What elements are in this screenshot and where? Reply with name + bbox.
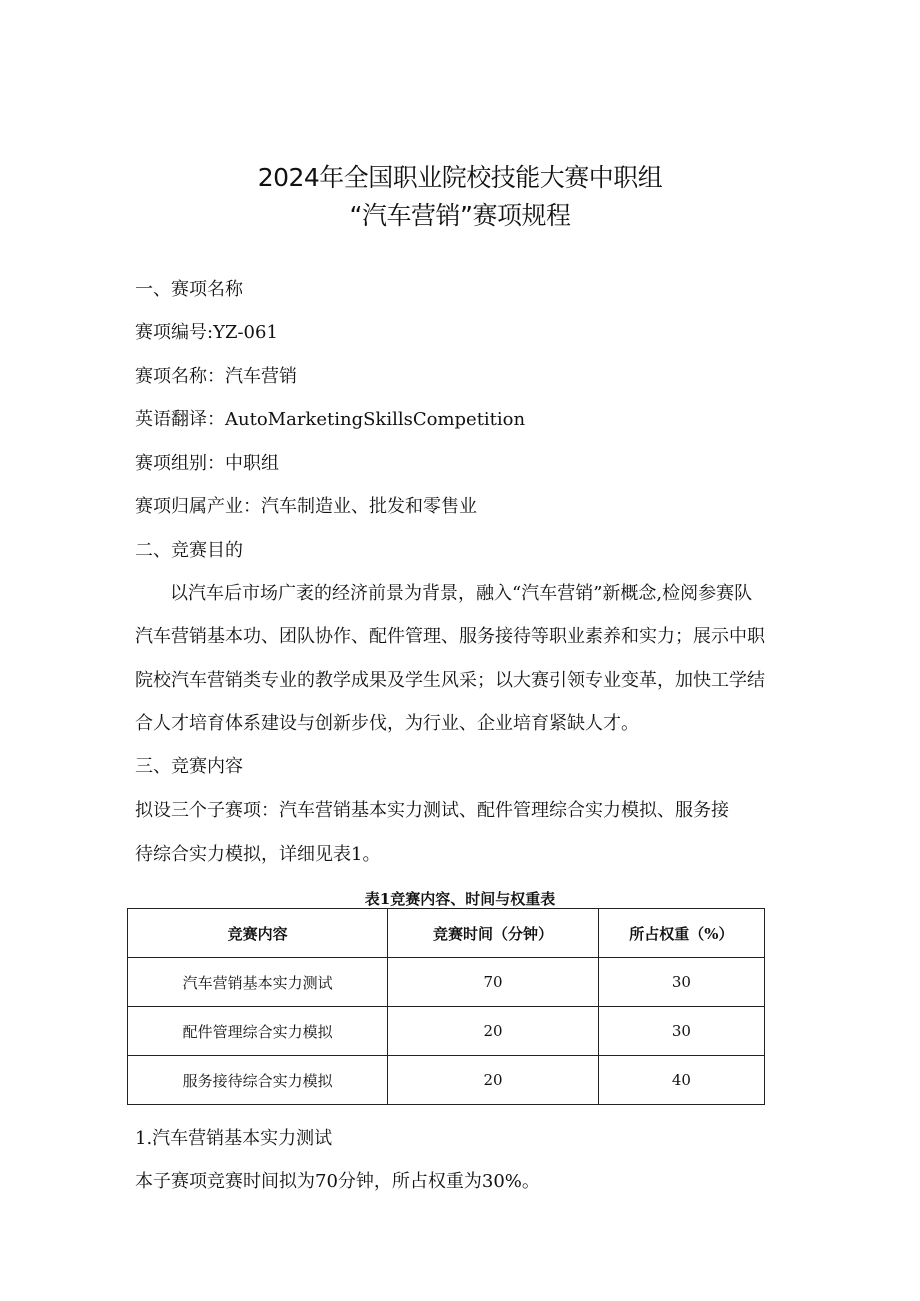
table-cell: 40 (598, 1056, 764, 1105)
competition-table (127, 908, 765, 1105)
table-row (128, 958, 765, 1007)
content-line: 待综合实力模拟，详细见表1。 (135, 844, 381, 865)
subsection-heading-1: 1.汽车营销基本实力测试 (135, 1128, 333, 1149)
section-heading-1: 一、赛项名称 (135, 279, 243, 300)
document-title-line-2: “汽车营销”赛项规程 (349, 201, 571, 230)
table-cell: 30 (598, 958, 764, 1007)
document-title-line-1: 2024年全国职业院校技能大赛中职组 (257, 163, 663, 192)
table-cell: 20 (388, 1056, 599, 1105)
purpose-line: 以汽车后市场广袤的经济前景为背景，融入“汽车营销”新概念,检阅参赛队 (170, 583, 753, 604)
event-name: 赛项名称：汽车营销 (135, 366, 297, 387)
purpose-line: 院校汽车营销类专业的教学成果及学生风采；以大赛引领专业变革，加快工学结 (135, 670, 765, 691)
table-cell: 70 (388, 958, 599, 1007)
table-cell: 服务接待综合实力模拟 (128, 1056, 388, 1105)
section-heading-2: 二、竞赛目的 (135, 540, 243, 561)
subsection-text-1: 本子赛项竞赛时间拟为70分钟，所占权重为30%。 (135, 1171, 540, 1192)
event-code: 赛项编号:YZ-061 (135, 322, 278, 343)
purpose-line: 合人才培育体系建设与创新步伐，为行业、企业培育紧缺人才。 (135, 713, 639, 734)
event-industry: 赛项归属产业：汽车制造业、批发和零售业 (135, 496, 477, 517)
table-cell: 20 (388, 1007, 599, 1056)
table-row (128, 1007, 765, 1056)
purpose-line: 汽车营销基本功、团队协作、配件管理、服务接待等职业素养和实力；展示中职 (135, 626, 765, 647)
table-caption: 表1竞赛内容、时间与权重表 (364, 890, 556, 908)
event-english-name: 英语翻译：AutoMarketingSkillsCompetition (135, 409, 526, 430)
table-cell: 汽车营销基本实力测试 (128, 958, 388, 1007)
section-heading-3: 三、竞赛内容 (135, 756, 243, 777)
table-cell: 配件管理综合实力模拟 (128, 1007, 388, 1056)
table-header-cell: 竞赛时间（分钟） (388, 909, 599, 958)
table-header-row (128, 909, 765, 958)
table-header-cell: 竞赛内容 (128, 909, 388, 958)
event-group: 赛项组别：中职组 (135, 453, 279, 474)
table-header-cell: 所占权重（%） (598, 909, 764, 958)
table-row (128, 1056, 765, 1105)
table-cell: 30 (598, 1007, 764, 1056)
content-line: 拟设三个子赛项：汽车营销基本实力测试、配件管理综合实力模拟、服务接 (135, 800, 729, 821)
